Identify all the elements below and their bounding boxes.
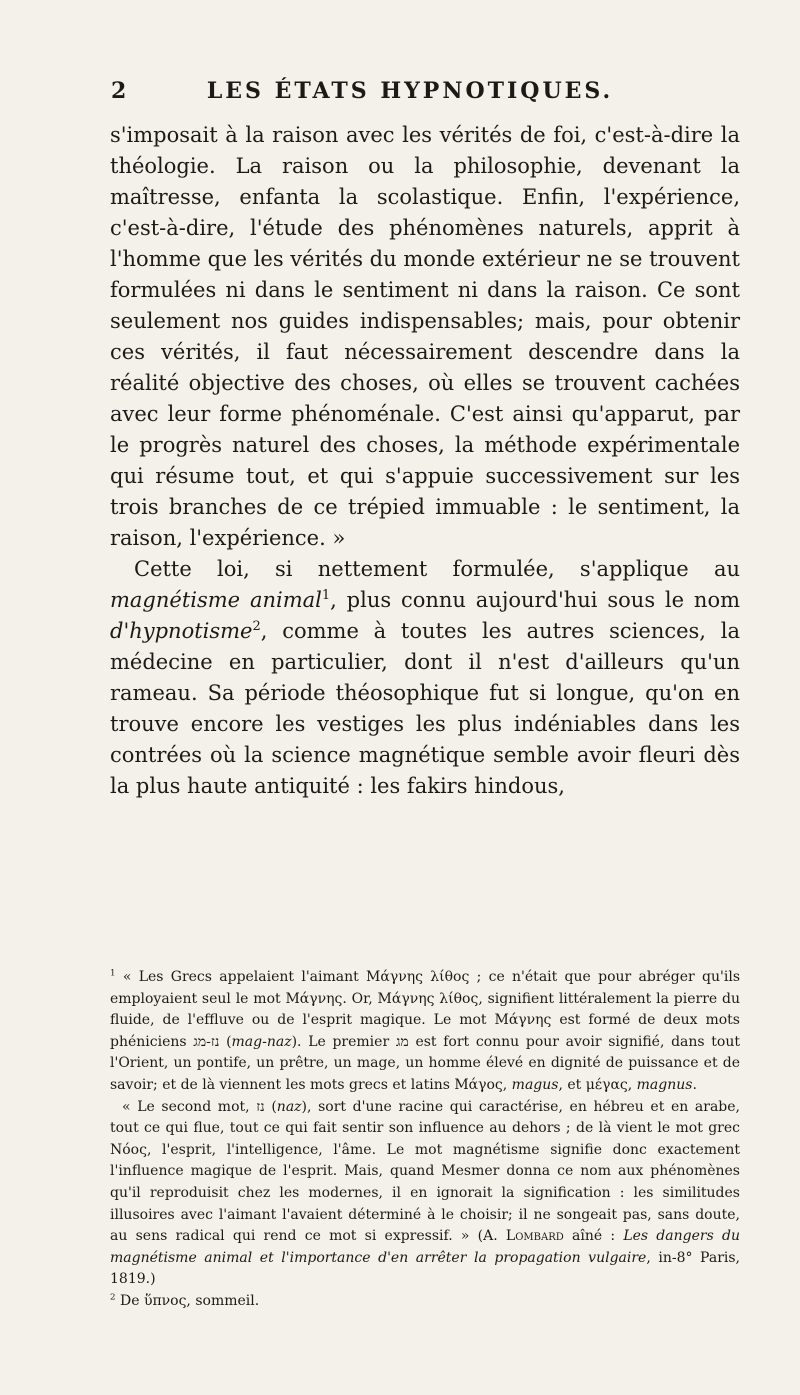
running-title: LES ÉTATS HYPNOTIQUES. [206, 78, 614, 104]
term-hypnotisme: d'hypnotisme [110, 619, 253, 643]
footnote-2: $^2$ De ὕπνος, sommeil. [110, 1292, 260, 1309]
main-text [110, 120, 740, 802]
term-magnetisme-animal: magnétisme animal [110, 588, 322, 612]
footnotes [110, 967, 740, 1313]
footnote-1-continued: « Le second mot, נז (naz), sort d'une racine qui caractérise, en hébreu et en arabe, tout ce qui flue, tout ce qui fait sentir son influence au dehors ; de là vient le mot grec Νόος, l'esprit, l'intelligence, l'âme. Le mot magnétisme signifie donc exactement l'influence magique de l'esprit. Mais, quand Mesmer donna ce nom aux phénomènes qu'il reproduisit chez les modernes, il en ignorait la signification : les similitudes illusoires avec l'aimant l'avaient déterminé à le choisir; il ne songeait pas, sans doute, au sens radical qui rend ce mot si expressif. » (A. Lombard aîné : Les dangers du magnétisme animal et l'importance d'en arrêter la propagation vulgaire, in-8° Paris, 1819.) [110, 1098, 740, 1288]
author-name: Lombard [505, 1228, 564, 1245]
footnote-1: $^1$ « Les Grecs appelaient l'aimant Μάγνης λίθος ; ce n'était que pour abréger qu'ils employaient seul le mot Μάγνης. Or, Μάγνης λίθος, signifient littéralement la pierre du fluide, de l'effluve ou de l'esprit magique. Le mot Μάγνης est formé de deux mots phéniciens נז-מג (mag-naz). Le premier מג est fort connu pour avoir signifié, dans tout l'Orient, un pontife, un prêtre, un mage, un homme élevé en dignité de puissance et de savoir; et de là viennent les mots grecs et latins Μάγος, magus, et μέγας, magnus. [110, 968, 741, 1093]
footnote-ref-1[interactable]: 1 [321, 588, 331, 603]
footnote-marker-1: 1 [110, 968, 116, 979]
footnote-marker-2: 2 [110, 1292, 116, 1303]
cited-title: Les dangers du magnétisme animal et l'importance d'en arrêter la propagation vulgaire [110, 1228, 740, 1266]
paragraph-2: Cette loi, si nettement formulée, s'applique au magnétisme animal$^1$, plus connu aujourd'hui sous le nom d'hypnotisme$^2$, comme à toutes les autres sciences, la médecine en particulier, dont il n'est d'ailleurs qu'un rameau. Sa période théosophique fut si longue, qu'on en trouve encore les vestiges les plus indéniables dans les contrées où la science magnétique semble avoir fleuri dès la plus haute antiquité : les fakirs hindous, [110, 557, 741, 798]
paragraph-1: s'imposait à la raison avec les vérités de foi, c'est-à-dire la théologie. La raison ou la philosophie, devenant la maîtresse, enfanta la scolastique. Enfin, l'expérience, c'est-à-dire, l'étude des phénomènes naturels, apprit à l'homme que les vérités du monde extérieur ne se trouvent formulées ni dans le sentiment ni dans la raison. Ce sont seulement nos guides indispensables; mais, pour obtenir ces vérités, il faut nécessairement descendre dans la réalité objective des choses, où elles se trouvent cachées avec leur forme phénoménale. C'est ainsi qu'apparut, par le progrès naturel des choses, la méthode expérimentale qui résume tout, et qui s'appuie successivement sur les trois branches de ce trépied immuable : le sentiment, la raison, l'expérience. » [110, 123, 740, 550]
page-header [0, 78, 800, 108]
footnote-ref-2[interactable]: 2 [252, 619, 261, 634]
page-number: 2 [111, 78, 127, 104]
